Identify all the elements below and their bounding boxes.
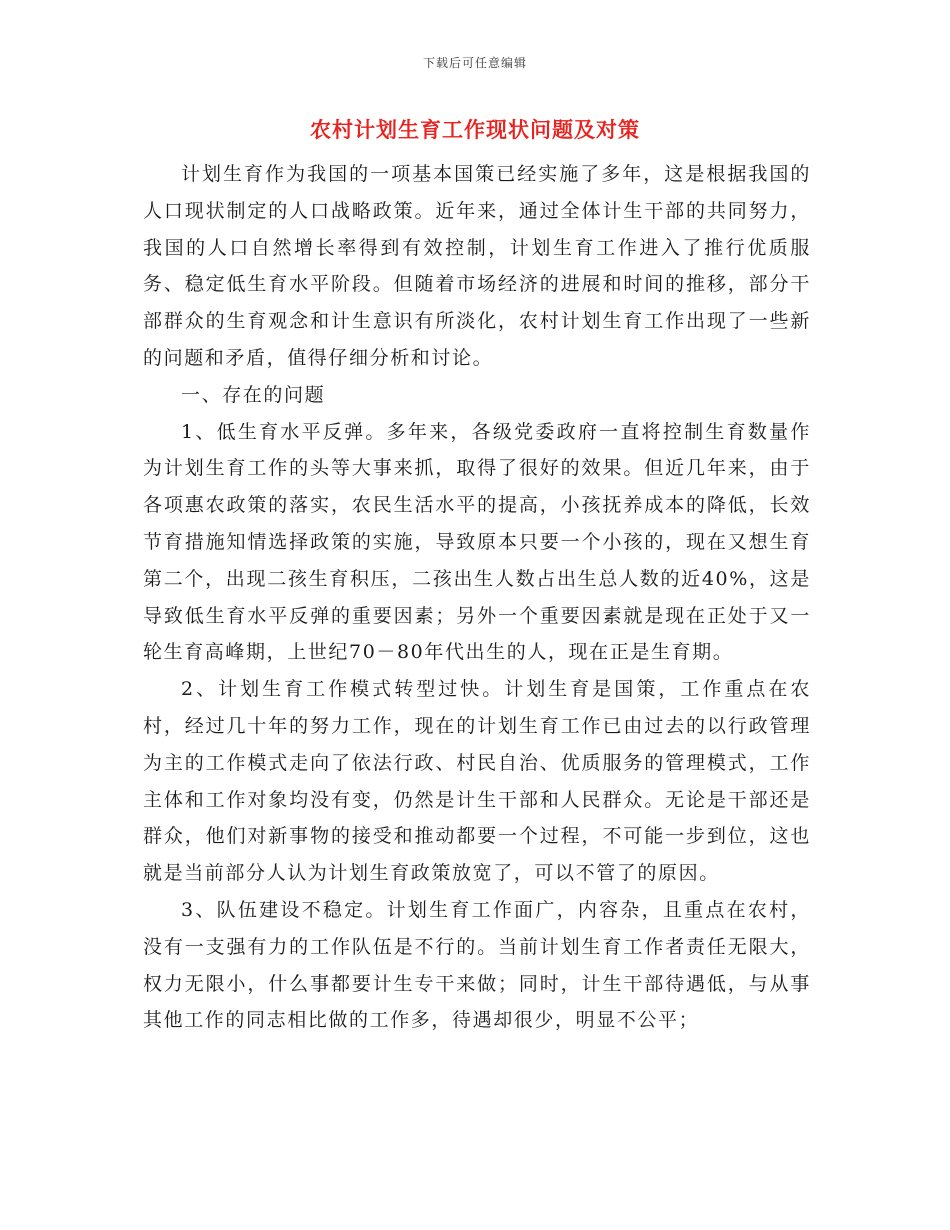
paragraph-problem-3: 3、队伍建设不稳定。计划生育工作面广，内容杂，且重点在农村，没有一支强有力的工作队伍是不行的。当前计划生育工作者责任无限大，权力无限小，什么事都要计生专干来做；同时，计生干部待遇低，与从事其他工作的同志相比做的工作多，待遇却很少，明显不公平； [143, 898, 811, 1032]
paragraph-problem-2: 2、计划生育工作模式转型过快。计划生育是国策，工作重点在农村，经过几十年的努力工作，现在的计划生育工作已由过去的以行政管理为主的工作模式走向了依法行政、村民自治、优质服务的管理模式，工作主体和工作对象均没有变，仍然是计生干部和人民群众。无论是干部还是群众，他们对新事物的接受和推动都要一个过程，不可能一步到位，这也就是当前部分人认为计划生育政策放宽了，可以不管了的原因。 [143, 678, 811, 885]
paragraph-intro: 计划生育作为我国的一项基本国策已经实施了多年，这是根据我国的人口现状制定的人口战略政策。近年来，通过全体计生干部的共同努力，我国的人口自然增长率得到有效控制，计划生育工作进入了推行优质服务、稳定低生育水平阶段。但随着市场经济的进展和时间的推移，部分干部群众的生育观念和计生意识有所淡化，农村计划生育工作出现了一些新的问题和矛盾，值得仔细分析和讨论。 [143, 163, 811, 369]
header-note: 下载后可任意编辑 [422, 56, 527, 70]
section-heading-problems: 一、存在的问题 [181, 383, 326, 406]
paragraph-problem-1: 1、低生育水平反弹。多年来，各级党委政府一直将控制生育数量作为计划生育工作的头等大事来抓，取得了很好的效果。但近几年来，由于各项惠农政策的落实，农民生活水平的提高，小孩抚养成本的降低，长效节育措施知情选择政策的实施，导致原本只要一个小孩的，现在又想生育第二个，出现二孩生育积压，二孩出生人数占出生总人数的近40%，这是导致低生育水平反弹的重要因素；另外一个重要因素就是现在正处于又一轮生育高峰期，上世纪70－80年代出生的人，现在正是生育期。 [143, 420, 811, 664]
document-title: 农村计划生育工作现状问题及对策 [310, 117, 640, 142]
document-body [143, 156, 811, 1039]
